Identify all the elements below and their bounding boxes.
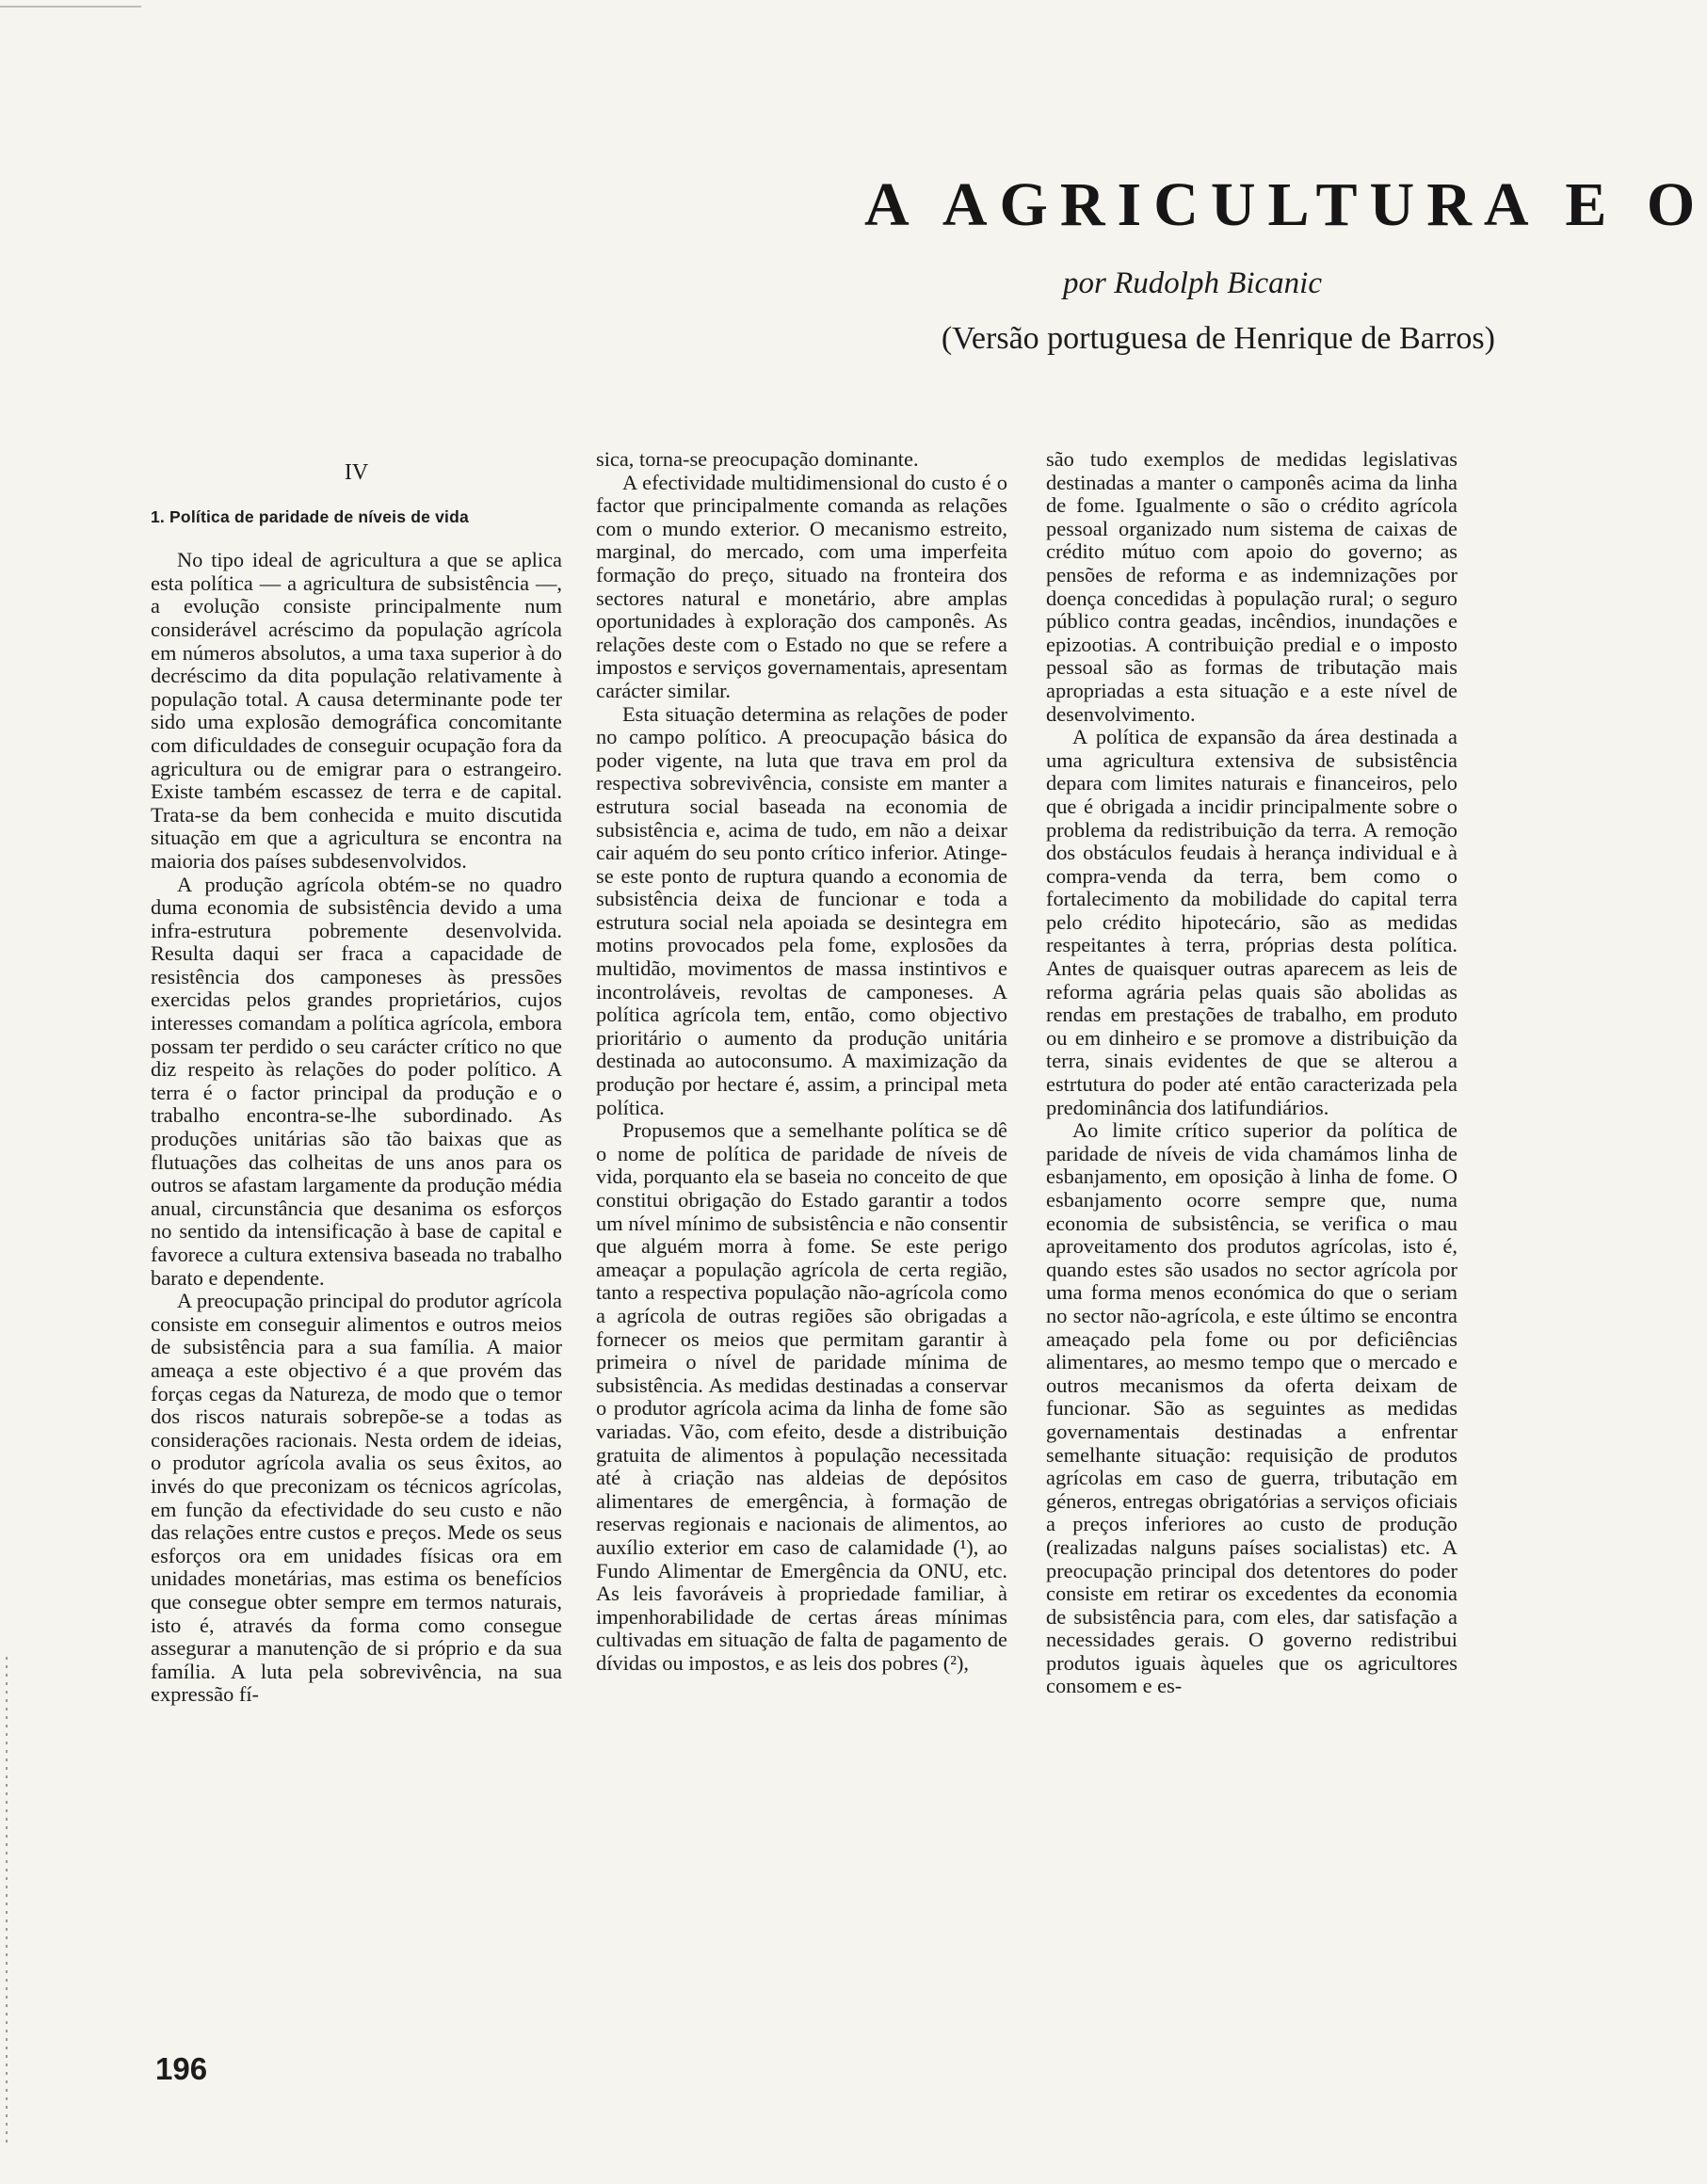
paragraph: Esta situação determina as relações de poder no campo político. A preocupação básica do poder vigente, na luta que trava em prol da respectiva sobrevivência, consiste em manter a estrutura social baseada na economia de subsistência e, acima de tudo, em não a deixar cair aquém do seu ponto crítico inferior. Atinge-se este ponto de ruptura quando a economia de subsistência deixa de funcionar e toda a estrutura social nela apoiada se desintegra em motins provocados pela fome, explosões da multidão, movimentos de massa instintivos e incontroláveis, revoltas de camponeses. A política agrícola tem, então, como objectivo prioritário o aumento da produção unitária destinada ao autoconsumo. A maximização da produção por hectare é, assim, a principal meta política. bbox=[596, 701, 1007, 1119]
paragraph-continued: são tudo exemplos de medidas legislativas destinadas a manter o camponês acima da linha de fome. Igualmente o são o crédito agrícola pessoal organizado num sistema de caixas de crédito mútuo com apoio do governo; as pensões de reforma e as indemnizações por doença concedidas à população rural; o seguro público contra geadas, incêndios, inundações e epizootias. A contribuição predial e o imposto pessoal são as formas de tributação mais apropriadas a esta situação e a este nível de desenvolvimento. bbox=[1046, 447, 1457, 726]
translation-credit: (Versão portuguesa de Henrique de Barros) bbox=[941, 321, 1495, 356]
paragraph: A política de expansão da área destinada a uma agricultura extensiva de subsistência depara com limites naturais e financeiros, pelo que é obrigada a incidir principalmente sobre o problema da redistribuição da terra. A remoção dos obstáculos feudais à herança individual e à compra-venda da terra, bem como o fortalecimento da mobilidade do capital terra pelo crédito hipotecário, são as medidas respeitantes à terra, próprias desta política. Antes de quaisquer outras aparecem as leis de reforma agrária pelas quais são abolidas as rendas em prestações de trabalho, em produto ou em dinheiro e se promove a distribuição da terra, sinais evidentes de que se alterou a estrtutura do poder até então caracterizada pela predominância dos latifundiários. bbox=[1046, 725, 1457, 1119]
section-heading: 1. Política de paridade de níveis de vida bbox=[151, 506, 469, 526]
paragraph: Ao limite crítico superior da política de paridade de níveis de vida chamámos linha de esbanjamento, em oposição à linha de fome. O esbanjamento ocorre sempre que, numa economia de subsistência, se verifica o mau aproveitamento dos produtos agrícolas, isto é, quando estes são usados no sector agrícola por uma forma menos económica do que o seriam no sector não-agrícola, e este último se encontra ameaçado pela fome ou por deficiências alimentares, ao mesmo tempo que o mercado e outros mecanismos da oferta deixam de funcionar. São as seguintes as medidas governamentais destinadas a enfrentar semelhante situação: requisição de produtos agrícolas em caso de guerra, tributação em géneros, entregas obrigatórias a serviços oficiais a preços inferiores ao custo de produção (realizadas nalguns países socialistas) etc. A preocupação principal dos detentores do poder consiste em retirar os excedentes da economia de subsistência para, com eles, dar satisfação a necessidades gerais. O governo redistribui produtos iguais àqueles que os agricultores consomem e es- bbox=[1046, 1118, 1457, 1698]
article-title: A AGRICULTURA E O bbox=[864, 170, 1707, 239]
scan-edge-dots bbox=[6, 1657, 8, 2146]
paragraph: Propusemos que a semelhante política se dê o nome de política de paridade de níveis de vida, porquanto ela se baseia no conceito de que constitui obrigação do Estado garantir a todos um nível mínimo de subsistência e não consentir que alguém morra à fome. Se este perigo ameaçar a população agrícola de certa região, tanto a respectiva população não-agrícola como a agrícola de outras regiões são obrigadas a fornecer os meios que permitam garantir à primeira o nível de paridade mínima de subsistência. As medidas destinadas a conservar o produtor agrícola acima da linha de fome são variadas. Vão, com efeito, desde a distribuição gratuita de alimentos à população necessitada até à criação nas aldeias de depósitos alimentares de emergência, à formação de reservas regionais e nacionais de alimentos, ao auxílio exterior em caso de calamidade (¹), ao Fundo Alimentar de Emergência da ONU, etc. As leis favoráveis à propriedade familiar, à impenhorabilidade de certas áreas mínimas cultivadas em situação de falta de pagamento de dívidas ou impostos, e as leis dos pobres (²), bbox=[596, 1118, 1007, 1675]
page-number: 196 bbox=[155, 2051, 208, 2086]
section-number: IV bbox=[344, 460, 369, 485]
article-author: por Rudolph Bicanic bbox=[1063, 266, 1322, 300]
text-column-1 bbox=[151, 448, 562, 1707]
text-column-2 bbox=[596, 448, 1007, 1675]
paragraph: No tipo ideal de agricultura a que se aplica esta política — a agricultura de subsistência —, a evolução consiste principalmente num considerável acréscimo da população agrícola em números absolutos, a uma taxa superior à do decréscimo da dita população relativamente à população total. A causa determinante pode ter sido uma explosão demográfica concomitante com dificuldades de conseguir ocupação fora da agricultura ou de emigrar para o estrangeiro. Existe também escassez de terra e de capital. Trata-se da bem conhecida e muito discutida situação em que a agricultura se encontra na maioria dos países subdesenvolvidos. bbox=[151, 548, 562, 873]
paragraph: A produção agrícola obtém-se no quadro duma economia de subsistência devido a uma infra-estrutura pobremente desenvolvida. Resulta daqui ser fraca a capacidade de resistência dos camponeses às pressões exercidas pelos grandes proprietários, cujos interesses comandam a política agrícola, embora possam ter perdido o seu carácter crítico no que diz respeito às relações do poder político. A terra é o factor principal da produção e o trabalho encontra-se-lhe subordinado. As produções unitárias são tão baixas que as flutuações das colheitas de uns anos para os outros se afastam largamente da produção média anual, circunstância que desanima os esforços no sentido da intensificação à base de capital e favorece a cultura extensiva baseada no trabalho barato e dependente. bbox=[151, 872, 562, 1290]
paragraph: A preocupação principal do produtor agrícola consiste em conseguir alimentos e outros meios de subsistência para a sua família. A maior ameaça a este objectivo é a que provém das forças cegas da Natureza, de modo que o temor dos riscos naturais sobrepõe-se a todas as considerações racionais. Nesta ordem de ideias, o produtor agrícola avalia os seus êxitos, ao invés do que preconizam os técnicos agrícolas, em função da efectividade do seu custo e não das relações entre custos e preços. Mede os seus esforços ora em unidades físicas ora em unidades monetárias, mas estima os benefícios que consegue obter sempre em termos naturais, isto é, através da forma como consegue assegurar a manutenção de si próprio e da sua família. A luta pela sobrevivência, na sua expressão fí- bbox=[151, 1289, 562, 1707]
paragraph-continued: sica, torna-se preocupação dominante. bbox=[596, 447, 919, 471]
paragraph: A efectividade multidimensional do custo é o factor que principalmente comanda as relações com o mundo exterior. O mecanismo estreito, marginal, do mercado, com uma imperfeita formação do preço, situado na fronteira dos sectores natural e monetário, abre amplas oportunidades à exploração dos camponês. As relações deste com o Estado no que se refere a impostos e serviços governamentais, apresentam carácter similar. bbox=[596, 470, 1007, 702]
scan-edge-mark bbox=[0, 6, 141, 8]
text-column-3 bbox=[1046, 448, 1457, 1698]
